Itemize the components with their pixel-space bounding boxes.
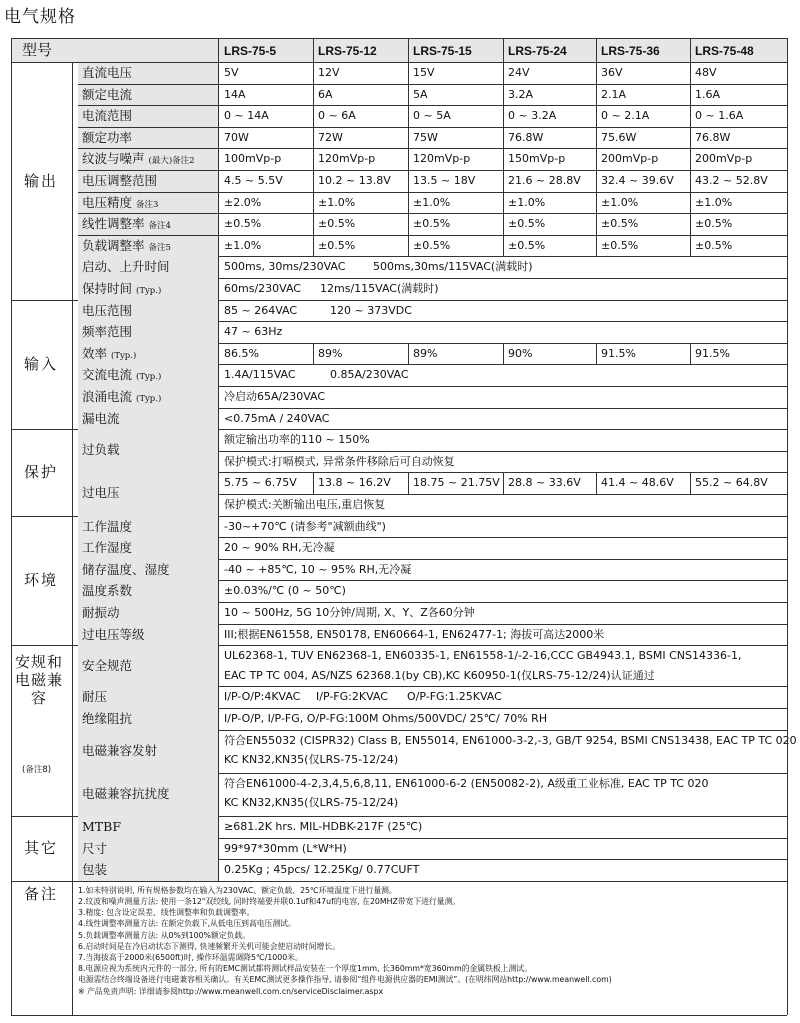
col-line-ovp-5 <box>690 472 691 494</box>
leakage-value: <0.75mA / 240VAC <box>224 411 330 425</box>
ac-current-label-note: (Typ.) <box>136 372 162 383</box>
vibration-label-text: 耐振动 <box>82 605 120 620</box>
ripple-noise-value-5: 200mVp-p <box>601 152 659 166</box>
voltage-adj-range-label <box>82 174 157 188</box>
dc-voltage-value-5: 36V <box>601 66 623 79</box>
voltage-tolerance-value-5: ±1.0% <box>601 195 639 209</box>
isolation-label <box>82 712 132 726</box>
category-safety: 安规和电磁兼容 <box>14 653 63 708</box>
efficiency-value-3: 89% <box>413 346 438 360</box>
working-temp-value: -30~+70℃ (请参考"减额曲线") <box>224 519 386 533</box>
current-range-divider <box>78 105 787 106</box>
col-line-eff-1 <box>313 343 314 365</box>
packing-label-text: 包装 <box>82 862 108 878</box>
overload-label <box>82 443 120 457</box>
withstand-label <box>82 690 107 704</box>
col-line-h-1 <box>313 38 314 62</box>
rated-current-value-6: 1.6A <box>695 87 721 101</box>
efficiency-label <box>82 347 136 363</box>
vibration-value: 10 ~ 500Hz, 5G 10分钟/周期, X、Y、Z各60分钟 <box>224 606 475 619</box>
ac-current-value-2: 0.85A/230VAC <box>330 368 409 382</box>
ripple-noise-value-3: 120mVp-p <box>413 152 471 166</box>
packing-label <box>82 863 107 877</box>
category-safety-note: (备注8) <box>22 765 52 776</box>
efficiency-value-5: 91.5% <box>601 346 636 360</box>
emc-emission-label-text: 电磁兼容发射 <box>82 742 158 758</box>
working-temp-label <box>82 520 132 534</box>
category-environment: 环境 <box>23 571 58 590</box>
hold-up-label-text: 保持时间 <box>82 281 133 296</box>
overload-label-text: 过负载 <box>82 442 120 458</box>
safety-std-label <box>82 659 132 673</box>
freq-range-label <box>82 325 132 339</box>
rated-power-label <box>82 131 132 145</box>
load-regulation-value-5: ±0.5% <box>601 238 639 252</box>
note-line-5: 5.负载调整率测量方法: 从0%到100%额定负载。 <box>78 930 250 940</box>
category-input: 输入 <box>23 355 58 374</box>
current-range-value-6: 0 ~ 1.6A <box>695 109 744 123</box>
mtbf-label-text: MTBF <box>82 819 121 834</box>
col-line-h-5 <box>690 38 691 62</box>
voltage-adj-range-divider <box>78 170 787 171</box>
col-line-eff-4 <box>596 343 597 365</box>
voltage-adj-range-value-2: 10.2 ~ 13.8V <box>318 174 391 187</box>
dimension-label-text: 尺寸 <box>82 840 108 856</box>
rated-power-divider <box>78 127 787 128</box>
col-line-eff-2 <box>408 343 409 365</box>
overvoltage-line2: 保护模式:关断输出电压,重启恢复 <box>224 498 386 511</box>
voltage-adj-range-value-3: 13.5 ~ 18V <box>413 174 476 187</box>
rated-power-value-2: 72W <box>318 130 343 144</box>
overload-line1: 额定输出功率的110 ~ 150% <box>224 433 370 447</box>
ovp-value-5: 41.4 ~ 48.6V <box>601 476 674 490</box>
storage-label <box>82 563 170 577</box>
model-6: LRS-75-48 <box>695 44 754 58</box>
label-col-header <box>218 38 219 62</box>
dc-voltage-label-text: 直流电压 <box>82 65 133 80</box>
note-line-3: 3.精度: 包含设定误差、线性调整率和负载调整率。 <box>78 908 255 918</box>
col-line-ovp-1 <box>313 472 314 494</box>
col-line-ovp-4 <box>596 472 597 494</box>
temp-coef-value: ±0.03%/℃ (0 ~ 50℃) <box>224 584 346 598</box>
rated-power-label-text: 额定功率 <box>82 129 133 145</box>
line-regulation-value-3: ±0.5% <box>413 217 451 231</box>
rated-power-value-3: 75W <box>413 130 438 144</box>
emc-emission-line2: KC KN32,KN35(仅LRS-75-12/24) <box>224 753 399 767</box>
label-col-line <box>218 62 219 881</box>
packing-value: 0.25Kg ; 45pcs/ 12.25Kg/ 0.77CUFT <box>224 863 420 877</box>
voltage-adj-range-value-6: 43.2 ~ 52.8V <box>695 174 768 187</box>
note-line-1: 1.如未特别说明, 所有规格参数均在输入为230VAC、额定负载、25℃环境温度下进行量测。 <box>78 885 397 895</box>
model-3: LRS-75-15 <box>413 44 472 58</box>
note-line-10: ※ 产品免责声明: 详细请参阅http://www.meanwell.com.cn/serviceDisclaimer.aspx <box>78 986 384 996</box>
efficiency-label-text: 效率 <box>82 345 108 361</box>
ripple-noise-value-1: 100mVp-p <box>224 152 282 166</box>
temp-coef-label-text: 温度系数 <box>82 583 133 599</box>
ripple-noise-value-6: 200mVp-p <box>695 152 753 166</box>
safety-std-line1: UL62368-1, TUV EN62368-1, EN60335-1, EN61558-1/-2-16,CCC GB4943.1, BSMI CNS14336-1, <box>224 649 742 663</box>
voltage-adj-range-value-1: 4.5 ~ 5.5V <box>224 174 283 187</box>
col-line-out-5 <box>690 62 691 256</box>
header-label: 型号 <box>22 41 53 59</box>
emc-immunity-line1: 符合EN61000-4-2,3,4,5,6,8,11, EN61000-6-2 (EN50082-2), A级重工业标准, EAC TP TC 020 <box>224 776 709 790</box>
model-4: LRS-75-24 <box>508 44 567 58</box>
ovp-value-2: 13.8 ~ 16.2V <box>318 476 391 490</box>
setup-rise-value-1: 500ms, 30ms/230VAC <box>224 260 346 274</box>
freq-range-label-text: 频率范围 <box>82 324 133 340</box>
dc-voltage-value-2: 12V <box>318 66 340 79</box>
emc-immunity-line2: KC KN32,KN35(仅LRS-75-12/24) <box>224 796 399 810</box>
efficiency-value-4: 90% <box>508 346 533 360</box>
isolation-value: I/P-O/P, I/P-FG, O/P-FG:100M Ohms/500VDC/ 25℃/ 70% RH <box>224 712 548 725</box>
setup-rise-label <box>82 260 170 274</box>
emc-emission-line1: 符合EN55032 (CISPR32) Class B, EN55014, EN61000-3-2,-3, GB/T 9254, BSMI CNS13438, EAC TP TC 020 <box>224 733 797 747</box>
dc-voltage-value-4: 24V <box>508 66 530 79</box>
ovp-value-1: 5.75 ~ 6.75V <box>224 476 297 490</box>
line-regulation-value-1: ±0.5% <box>224 217 262 231</box>
load-regulation-divider <box>78 235 787 236</box>
header-bg <box>11 38 787 62</box>
load-regulation-label <box>82 239 171 255</box>
ripple-noise-value-4: 150mVp-p <box>508 152 566 166</box>
dc-voltage-label <box>82 66 132 80</box>
line-regulation-value-2: ±0.5% <box>318 217 356 231</box>
line-regulation-value-5: ±0.5% <box>601 217 639 231</box>
hold-up-label <box>82 282 161 298</box>
voltage-tolerance-value-1: ±2.0% <box>224 195 262 209</box>
load-regulation-value-6: ±0.5% <box>695 238 733 252</box>
col-line-eff-3 <box>503 343 504 365</box>
working-humidity-value: 20 ~ 90% RH,无冷凝 <box>224 541 335 555</box>
emc-emission-label <box>82 744 157 758</box>
header-bottom <box>11 62 787 63</box>
line-regulation-label <box>82 217 171 233</box>
voltage-tolerance-value-2: ±1.0% <box>318 195 356 209</box>
voltage-adj-range-value-5: 32.4 ~ 39.6V <box>601 174 674 187</box>
current-range-value-2: 0 ~ 6A <box>318 109 356 123</box>
storage-value: -40 ~ +85℃, 10 ~ 95% RH,无冷凝 <box>224 562 412 576</box>
frame-right <box>787 38 788 1015</box>
dc-voltage-value-3: 15V <box>413 66 435 79</box>
withstand-value-2: I/P-FG:2KVAC <box>316 690 388 704</box>
ripple-noise-divider <box>78 148 787 149</box>
line-regulation-label-text: 线性调整率 <box>82 216 145 232</box>
efficiency-label-note: (Typ.) <box>111 350 137 361</box>
category-output: 输出 <box>23 171 58 190</box>
voltage-tolerance-value-6: ±1.0% <box>695 195 733 209</box>
dc-voltage-value-1: 5V <box>224 66 239 79</box>
model-5: LRS-75-36 <box>601 44 660 58</box>
overvoltage-label-text: 过电压 <box>82 485 120 501</box>
col-line-out-2 <box>408 62 409 256</box>
ov-category-value: III;根据EN61558, EN50178, EN60664-1, EN62477-1; 海拔可高达2000米 <box>224 627 605 641</box>
freq-range-value: 47 ~ 63Hz <box>224 325 283 339</box>
load-regulation-value-4: ±0.5% <box>508 238 546 252</box>
leakage-label <box>82 412 120 426</box>
load-regulation-label-text: 负载调整率 <box>82 237 145 253</box>
voltage-tolerance-value-4: ±1.0% <box>508 195 546 209</box>
current-range-label <box>82 109 132 123</box>
withstand-label-text: 耐压 <box>82 689 108 705</box>
line-regulation-divider <box>78 213 787 214</box>
load-regulation-value-2: ±0.5% <box>318 238 356 252</box>
load-regulation-label-note: 备注5 <box>148 242 171 253</box>
overload-line2: 保护模式:打嗝模式, 异常条件移除后可自动恢复 <box>224 454 455 468</box>
notes-bottom <box>11 1015 787 1016</box>
col-line-ovp-2 <box>408 472 409 494</box>
cat-col-line <box>72 62 73 1015</box>
col-line-ovp-3 <box>503 472 504 494</box>
withstand-value-3: O/P-FG:1.25KVAC <box>407 690 502 704</box>
emc-immunity-label-text: 电磁兼容抗扰度 <box>82 785 170 801</box>
ovp-value-3: 18.75 ~ 21.75V <box>413 476 500 490</box>
rated-power-value-1: 70W <box>224 130 249 144</box>
efficiency-value-1: 86.5% <box>224 346 259 360</box>
col-line-h-3 <box>503 38 504 62</box>
page-title: 电气规格 <box>4 7 76 27</box>
ripple-noise-label-text: 纹波与噪声 <box>82 151 145 167</box>
note-line-9: 电源需结合终端设备进行电磁兼容相关确认。有关EMC测试更多操作指导, 请参阅“组件电源供应器的EMI测试”。(在明纬网站http://www.meanwell.com) <box>78 975 612 985</box>
temp-coef-label <box>82 584 132 598</box>
ripple-noise-label-note: (最大)备注2 <box>148 156 195 167</box>
voltage-tolerance-divider <box>78 192 787 193</box>
setup-rise-value-2: 500ms,30ms/115VAC(满载时) <box>373 260 533 274</box>
col-line-out-1 <box>313 62 314 256</box>
vibration-label <box>82 606 120 620</box>
input-voltage-label-text: 电压范围 <box>82 302 133 318</box>
note-line-6: 6.启动时间是在冷启动状态下测得, 快速频繁开关机可能会使启动时间增长。 <box>78 941 340 951</box>
efficiency-value-6: 91.5% <box>695 346 730 360</box>
storage-label-text: 储存温度、湿度 <box>82 561 170 577</box>
top-line <box>11 38 787 39</box>
working-humidity-label-text: 工作湿度 <box>82 540 133 556</box>
overvoltage-label <box>82 486 120 500</box>
ripple-noise-label <box>82 152 195 168</box>
isolation-label-text: 绝缘阻抗 <box>82 711 133 726</box>
ovp-value-6: 55.2 ~ 64.8V <box>695 476 768 490</box>
safety-std-line2: EAC TP TC 004, AS/NZS 62368.1(by CB),KC K60950-1(仅LRS-75-12/24)认证通过 <box>224 668 655 682</box>
line-regulation-value-6: ±0.5% <box>695 217 733 231</box>
category-protection: 保护 <box>23 463 58 482</box>
voltage-adj-range-value-4: 21.6 ~ 28.8V <box>508 174 581 187</box>
working-humidity-label <box>82 541 132 555</box>
overvoltage-mid <box>218 494 787 495</box>
category-others: 其它 <box>23 839 58 858</box>
efficiency-value-2: 89% <box>318 346 343 360</box>
rated-current-value-4: 3.2A <box>508 87 534 101</box>
input-voltage-value-1: 85 ~ 264VAC <box>224 303 298 317</box>
model-1: LRS-75-5 <box>224 44 277 58</box>
note-line-2: 2.纹波和噪声测量方法: 使用一条12"双绞线, 同时终端要并联0.1uf和47uf的电容, 在20MHZ带宽下进行量测。 <box>78 897 461 906</box>
rated-current-value-3: 5A <box>413 87 428 101</box>
current-range-label-text: 电流范围 <box>82 108 133 124</box>
input-voltage-label <box>82 304 132 318</box>
rated-power-value-5: 75.6W <box>601 130 637 144</box>
line-regulation-label-note: 备注4 <box>148 221 171 232</box>
rated-current-label <box>82 88 132 102</box>
load-regulation-value-1: ±1.0% <box>224 238 262 252</box>
inrush-label <box>82 390 161 406</box>
dc-voltage-value-6: 48V <box>695 66 717 79</box>
col-line-h-4 <box>596 38 597 62</box>
col-line-out-4 <box>596 62 597 256</box>
emc-immunity-label <box>82 787 170 801</box>
hold-up-label-note: (Typ.) <box>136 286 162 296</box>
inrush-label-note: (Typ.) <box>136 394 162 404</box>
rated-current-value-2: 6A <box>318 87 333 101</box>
dimension-value: 99*97*30mm (L*W*H) <box>224 841 347 855</box>
rated-power-value-6: 76.8W <box>695 130 731 144</box>
others-bottom <box>11 881 787 882</box>
model-2: LRS-75-12 <box>318 44 377 58</box>
voltage-tolerance-label <box>82 196 158 212</box>
rated-current-divider <box>78 84 787 85</box>
ripple-noise-value-2: 120mVp-p <box>318 152 376 166</box>
input-voltage-value-2: 120 ~ 373VDC <box>330 303 412 317</box>
col-line-out-3 <box>503 62 504 256</box>
ac-current-label <box>82 368 161 384</box>
voltage-adj-range-label-text: 电压调整范围 <box>82 173 158 188</box>
voltage-tolerance-label-text: 电压精度 <box>82 194 133 210</box>
ov-category-label-text: 过电压等级 <box>82 626 145 642</box>
note-line-4: 4.线性调整率测量方法: 在额定负载下,从低电压到高电压测试。 <box>78 919 296 929</box>
current-range-value-5: 0 ~ 2.1A <box>601 109 650 123</box>
col-line-h-2 <box>408 38 409 62</box>
frame-left <box>11 38 12 1015</box>
safety-std-label-text: 安全规范 <box>82 658 133 674</box>
line-regulation-value-4: ±0.5% <box>508 217 546 231</box>
load-regulation-value-3: ±0.5% <box>413 238 451 252</box>
current-range-value-1: 0 ~ 14A <box>224 109 269 123</box>
ac-current-label-text: 交流电流 <box>82 367 133 383</box>
mtbf-label <box>82 820 121 834</box>
note-line-8: 8.电源应视为系统内元件的一部分, 所有的EMC测试都将测试样品安装在一个厚度1mm, 长360mm*宽360mm的金属铁板上测试。 <box>78 964 532 974</box>
rated-current-value-1: 14A <box>224 87 246 101</box>
col-line-eff-5 <box>690 343 691 365</box>
withstand-value-1: I/P-O/P:4KVAC <box>224 690 301 704</box>
hold-up-value-1: 60ms/230VAC <box>224 282 301 295</box>
rated-power-value-4: 76.8W <box>508 130 544 144</box>
ov-category-label <box>82 628 145 642</box>
note-line-7: 7.当海拔高于2000米(6500ft)时, 操作环温需调降5℃/1000米。 <box>78 953 303 962</box>
voltage-tolerance-label-note: 备注3 <box>136 199 159 210</box>
overload-mid <box>218 451 787 452</box>
voltage-tolerance-value-3: ±1.0% <box>413 195 451 209</box>
inrush-label-text: 浪涌电流 <box>82 389 133 404</box>
setup-rise-label-text: 启动、上升时间 <box>82 259 170 275</box>
category-notes: 备注 <box>23 884 58 903</box>
leakage-label-text: 漏电流 <box>82 410 120 426</box>
current-range-value-4: 0 ~ 3.2A <box>508 109 557 123</box>
working-temp-label-text: 工作温度 <box>82 518 133 534</box>
ovp-value-4: 28.8 ~ 33.6V <box>508 476 581 490</box>
dimension-label <box>82 842 107 856</box>
rated-current-value-5: 2.1A <box>601 87 627 101</box>
mtbf-value: ≥681.2K hrs. MIL-HDBK-217F (25℃) <box>224 820 423 833</box>
current-range-value-3: 0 ~ 5A <box>413 109 451 123</box>
ac-current-value-1: 1.4A/115VAC <box>224 368 296 382</box>
rated-current-label-text: 额定电流 <box>82 86 133 102</box>
inrush-value: 冷启动65A/230VAC <box>224 390 326 403</box>
hold-up-value-2: 12ms/115VAC(满载时) <box>320 282 439 295</box>
